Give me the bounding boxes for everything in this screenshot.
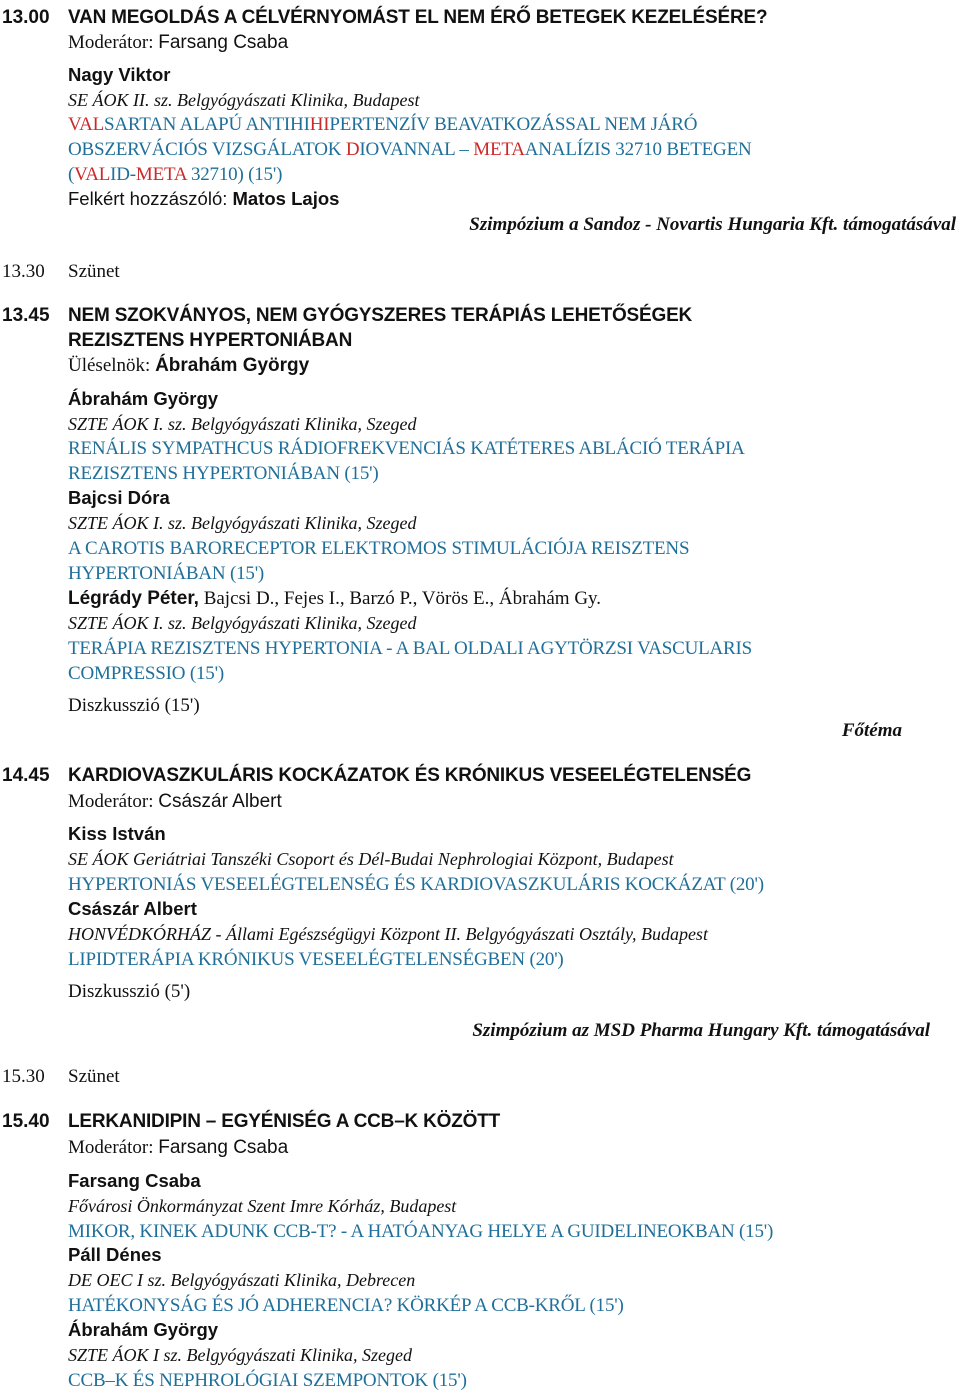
chair-label: Üléselnök: [68,355,151,376]
talk-title-text: SARTAN ALAPÚ ANTIHI [104,114,310,135]
moderator-line [68,792,282,811]
session-title: LERKANIDIPIN – EGYÉNISÉG A CCB–K KÖZÖTT [68,1111,501,1132]
speaker-affiliation: SE ÁOK II. sz. Belgyógyászati Klinika, Budapest [68,90,420,110]
speaker-affiliation: DE OEC I sz. Belgyógyászati Klinika, Debrecen [68,1270,416,1290]
talk-title: RENÁLIS SYMPATHCUS RÁDIOFREKVENCIÁS KATÉTERES ABLÁCIÓ TERÁPIA [68,438,745,459]
talk-title-highlight: VAL [74,164,111,185]
speaker-name: Kiss István [68,823,166,844]
talk-title-text: IOVANNAL – [359,139,474,160]
coauthors: Bajcsi D., Fejes I., Barzó P., Vörös E., Ábrahám Gy. [198,588,602,609]
speaker-name: Ábrahám György [68,1319,219,1340]
discussion: Diszkusszió (5') [68,981,191,1002]
author-line [68,589,601,608]
talk-title: CCB–K ÉS NEPHROLÓGIAI SZEMPONTOK (15') [68,1370,467,1391]
moderator-label: Moderátor: [68,32,154,53]
session-time: 15.40 [2,1111,50,1132]
talk-title: HATÉKONYSÁG ÉS JÓ ADHERENCIA? KÖRKÉP A CCB-KRŐL (15') [68,1295,624,1316]
session-title: VAN MEGOLDÁS A CÉLVÉRNYOMÁST EL NEM ÉRŐ BETEGEK KEZELÉSÉRE? [68,7,768,28]
moderator-label: Moderátor: [68,1137,154,1158]
moderator-line [68,1138,288,1157]
talk-title-text: 32710) (15') [186,164,283,185]
talk-title: REZISZTENS HYPERTONIÁBAN (15') [68,463,379,484]
chair-name: Ábrahám György [155,355,310,376]
speaker-affiliation: SZTE ÁOK I. sz. Belgyógyászati Klinika, Szeged [68,613,417,633]
speaker-affiliation: HONVÉDKÓRHÁZ - Állami Egészségügyi Központ II. Belgyógyászati Osztály, Budapest [68,924,708,944]
talk-title-text: ( [68,164,75,185]
session-title: REZISZTENS HYPERTONIÁBAN [68,330,353,351]
talk-title-highlight: VAL [68,114,104,135]
moderator-name: Császár Albert [158,791,282,812]
sponsor-note: Szimpózium a Sandoz - Novartis Hungaria Kft. támogatásával [469,214,956,235]
moderator-label: Moderátor: [68,791,154,812]
talk-title [68,140,752,159]
speaker-affiliation: Fővárosi Önkormányzat Szent Imre Kórház, Budapest [68,1196,457,1216]
session-title: KARDIOVASZKULÁRIS KOCKÁZATOK ÉS KRÓNIKUS VESEELÉGTELENSÉG [68,765,752,786]
talk-title-highlight: HI [309,114,330,135]
invited-commentator [68,190,339,209]
talk-title-text: ANALÍZIS 32710 BETEGEN [524,139,752,160]
talk-title-text: PERTENZÍV BEAVATKOZÁSSAL NEM JÁRÓ [329,114,698,135]
talk-title: HYPERTONIÁS VESEELÉGTELENSÉG ÉS KARDIOVASZKULÁRIS KOCKÁZAT (20') [68,874,764,895]
speaker-name: Ábrahám György [68,388,219,409]
break-label: Szünet [68,1066,120,1087]
session-time: 13.45 [2,305,50,326]
talk-title: TERÁPIA REZISZTENS HYPERTONIA - A BAL OLDALI AGYTÖRZSI VASCULARIS [68,638,752,659]
talk-title-highlight: D [345,139,360,160]
talk-title-text: ID- [110,164,136,185]
discussion: Diszkusszió (15') [68,695,200,716]
speaker-affiliation: SE ÁOK Geriátriai Tanszéki Csoport és Dél-Budai Nephrologiai Központ, Budapest [68,849,674,869]
chair-line [68,356,309,375]
speaker-name: Császár Albert [68,898,197,919]
session-time: 14.45 [2,765,50,786]
break-time: 13.30 [2,261,45,282]
moderator-line [68,33,288,52]
speaker-name: Légrády Péter, [68,588,199,609]
talk-title: HYPERTONIÁBAN (15') [68,563,265,584]
talk-title: MIKOR, KINEK ADUNK CCB-T? - A HATÓANYAG HELYE A GUIDELINEOKBAN (15') [68,1221,774,1242]
speaker-affiliation: SZTE ÁOK I. sz. Belgyógyászati Klinika, Szeged [68,414,417,434]
speaker-name: Bajcsi Dóra [68,487,170,508]
talk-title-highlight: META [135,164,187,185]
main-topic-tag: Főtéma [841,720,902,741]
talk-title-text: OBSZERVÁCIÓS VIZSGÁLATOK [68,139,346,160]
speaker-name: Farsang Csaba [68,1170,201,1191]
break-time: 15.30 [2,1066,45,1087]
invited-label: Felkért hozzászóló: [68,188,228,209]
talk-title-highlight: META [473,139,525,160]
speaker-name: Páll Dénes [68,1244,162,1265]
talk-title [68,165,282,184]
talk-title [68,115,697,134]
sponsor-note: Szimpózium az MSD Pharma Hungary Kft. támogatásával [472,1020,930,1041]
session-time: 13.00 [2,7,50,28]
speaker-name: Nagy Viktor [68,64,171,85]
break-label: Szünet [68,261,120,282]
talk-title: COMPRESSIO (15') [68,663,224,684]
session-title: NEM SZOKVÁNYOS, NEM GYÓGYSZERES TERÁPIÁS LEHETŐSÉGEK [68,305,693,326]
talk-title: LIPIDTERÁPIA KRÓNIKUS VESEELÉGTELENSÉGBEN (20') [68,949,564,970]
moderator-name: Farsang Csaba [158,1137,289,1158]
speaker-affiliation: SZTE ÁOK I sz. Belgyógyászati Klinika, Szeged [68,1345,412,1365]
talk-title: A CAROTIS BARORECEPTOR ELEKTROMOS STIMULÁCIÓJA REISZTENS [68,538,690,559]
invited-name: Matos Lajos [232,188,340,209]
moderator-name: Farsang Csaba [158,32,289,53]
speaker-affiliation: SZTE ÁOK I. sz. Belgyógyászati Klinika, Szeged [68,513,417,533]
